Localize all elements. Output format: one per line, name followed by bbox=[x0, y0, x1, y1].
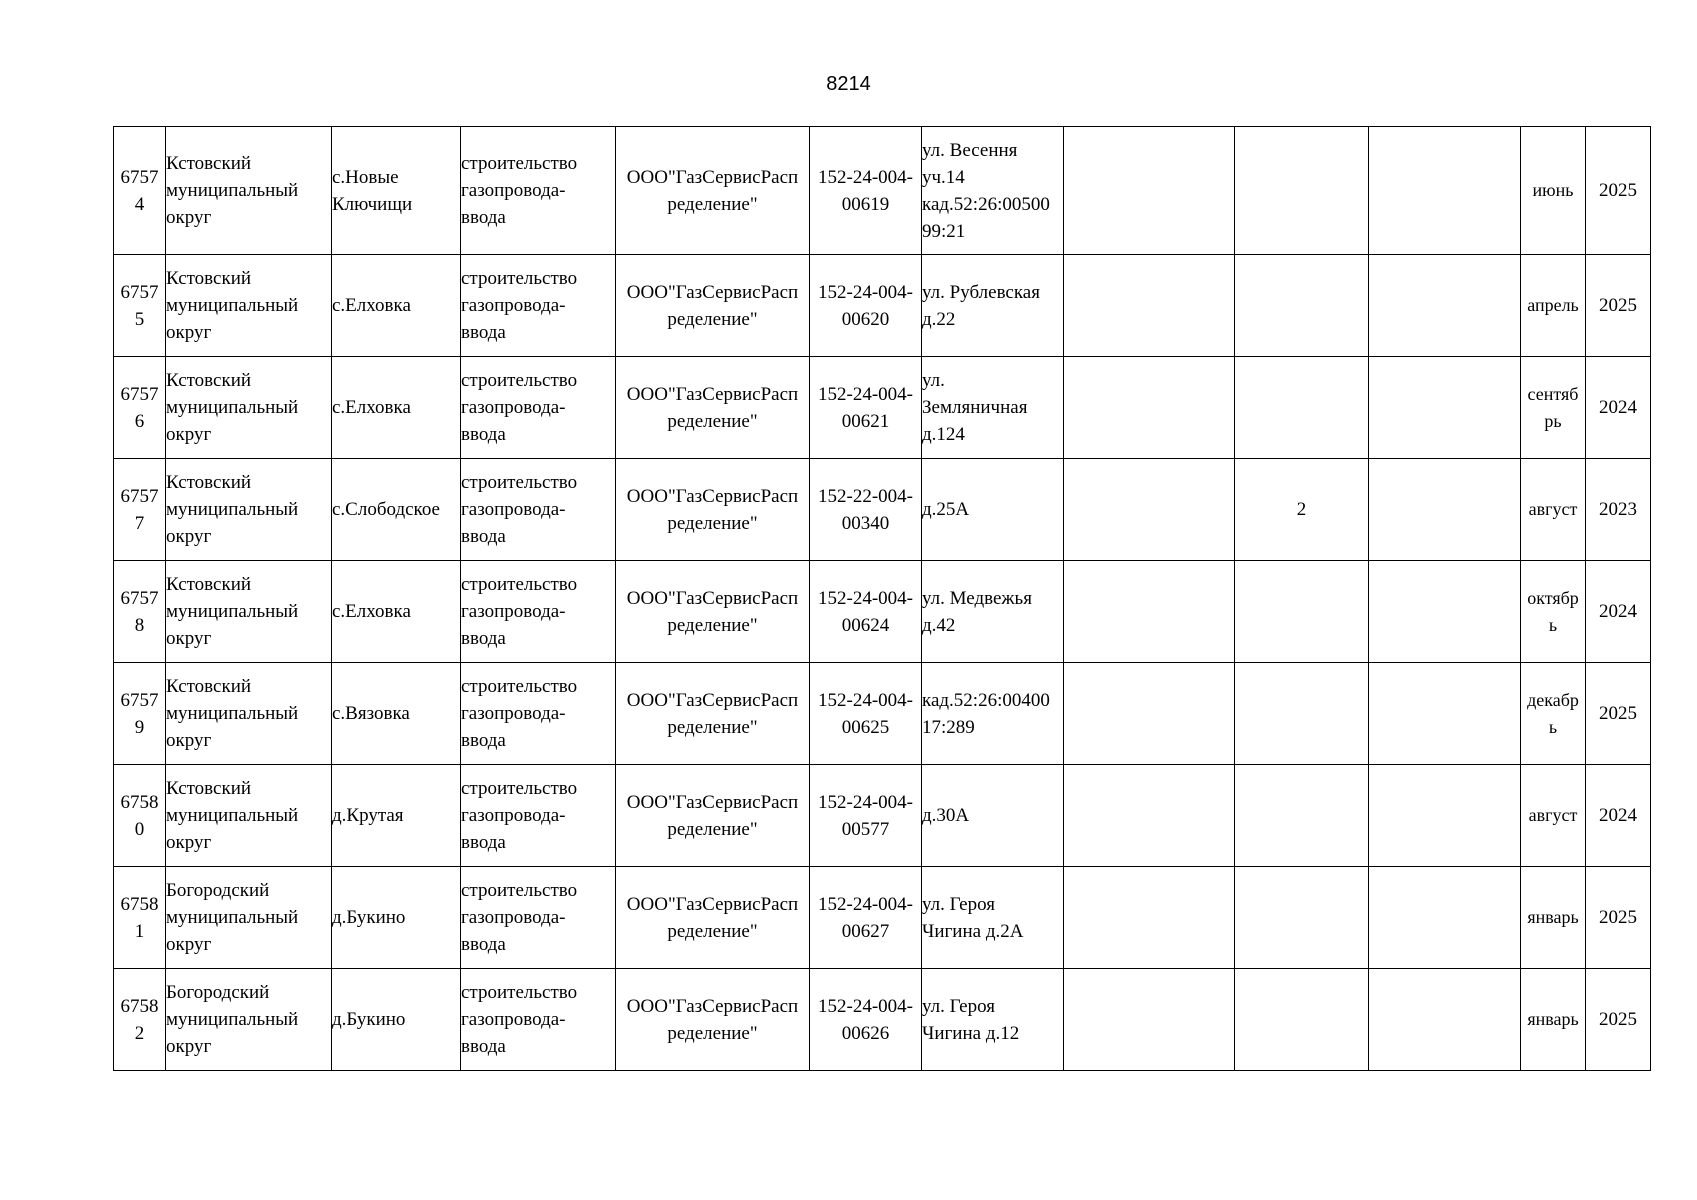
quantity-cell bbox=[1235, 357, 1369, 459]
settlement-text: с.Слободское bbox=[332, 499, 440, 520]
month-text: сентяб рь bbox=[1527, 383, 1579, 431]
empty-cell bbox=[1369, 867, 1521, 969]
application-code-text: 152-24-004- 00577 bbox=[818, 791, 913, 840]
company-cell bbox=[616, 357, 810, 459]
district-text: Богородский муниципальный округ bbox=[166, 880, 299, 955]
work-type-text: строительство газопровода- ввода bbox=[461, 574, 578, 649]
table-row bbox=[114, 561, 1651, 663]
district-cell bbox=[166, 867, 332, 969]
table-body bbox=[114, 127, 1651, 1071]
application-code-cell bbox=[810, 867, 922, 969]
address-text: ул. Героя Чигина д.12 bbox=[922, 995, 1020, 1044]
address-cell bbox=[922, 255, 1064, 357]
settlement-text: с.Вязовка bbox=[332, 703, 410, 724]
district-cell bbox=[166, 663, 332, 765]
address-text: д.25А bbox=[922, 499, 970, 520]
settlement-text: с.Елховка bbox=[332, 601, 411, 622]
month-text: июнь bbox=[1532, 180, 1574, 200]
settlement-text: с.Елховка bbox=[332, 295, 411, 316]
work-type-cell bbox=[461, 867, 616, 969]
month-text: август bbox=[1528, 499, 1578, 519]
year-cell bbox=[1586, 765, 1651, 867]
settlement-text: с.Новые Ключищи bbox=[332, 166, 413, 215]
year-text: 2025 bbox=[1599, 907, 1637, 928]
empty-cell bbox=[1064, 969, 1235, 1071]
month-cell bbox=[1521, 459, 1586, 561]
quantity-cell bbox=[1235, 127, 1369, 255]
work-type-cell bbox=[461, 459, 616, 561]
empty-cell bbox=[1064, 765, 1235, 867]
quantity-cell bbox=[1235, 663, 1369, 765]
row-number-text: 6757 9 bbox=[120, 689, 159, 738]
empty-cell bbox=[1064, 561, 1235, 663]
month-text: декабр ь bbox=[1527, 689, 1579, 737]
settlement-text: д.Крутая bbox=[332, 805, 404, 826]
work-type-text: строительство газопровода- ввода bbox=[461, 472, 578, 547]
row-number-cell bbox=[114, 127, 166, 255]
company-text: ООО"ГазСервисРасп ределение" bbox=[626, 995, 799, 1044]
month-text: апрель bbox=[1527, 295, 1579, 315]
year-text: 2025 bbox=[1599, 703, 1637, 724]
row-number-cell bbox=[114, 765, 166, 867]
year-text: 2023 bbox=[1599, 499, 1637, 520]
row-number-text: 6757 5 bbox=[120, 281, 159, 330]
district-text: Богородский муниципальный округ bbox=[166, 982, 299, 1057]
company-cell bbox=[616, 255, 810, 357]
district-text: Кстовский муниципальный округ bbox=[166, 153, 299, 228]
company-text: ООО"ГазСервисРасп ределение" bbox=[626, 587, 799, 636]
work-type-text: строительство газопровода- ввода bbox=[461, 268, 578, 343]
month-cell bbox=[1521, 765, 1586, 867]
application-code-cell bbox=[810, 127, 922, 255]
table-row bbox=[114, 867, 1651, 969]
month-cell bbox=[1521, 357, 1586, 459]
year-cell bbox=[1586, 459, 1651, 561]
company-cell bbox=[616, 127, 810, 255]
row-number-cell bbox=[114, 459, 166, 561]
empty-cell bbox=[1064, 459, 1235, 561]
month-text: январь bbox=[1527, 907, 1579, 927]
quantity-cell bbox=[1235, 459, 1369, 561]
company-text: ООО"ГазСервисРасп ределение" bbox=[626, 485, 799, 534]
address-text: д.30А bbox=[922, 805, 970, 826]
application-code-cell bbox=[810, 459, 922, 561]
application-code-cell bbox=[810, 765, 922, 867]
company-text: ООО"ГазСервисРасп ределение" bbox=[626, 791, 799, 840]
year-text: 2025 bbox=[1599, 295, 1637, 316]
row-number-text: 6757 7 bbox=[120, 485, 159, 534]
year-cell bbox=[1586, 561, 1651, 663]
application-code-cell bbox=[810, 663, 922, 765]
row-number-text: 6758 0 bbox=[120, 791, 159, 840]
application-code-cell bbox=[810, 357, 922, 459]
district-text: Кстовский муниципальный округ bbox=[166, 574, 299, 649]
district-cell bbox=[166, 459, 332, 561]
work-type-text: строительство газопровода- ввода bbox=[461, 153, 578, 228]
district-text: Кстовский муниципальный округ bbox=[166, 370, 299, 445]
row-number-cell bbox=[114, 561, 166, 663]
year-cell bbox=[1586, 663, 1651, 765]
company-cell bbox=[616, 969, 810, 1071]
month-text: январь bbox=[1527, 1009, 1579, 1029]
company-cell bbox=[616, 459, 810, 561]
table-row bbox=[114, 255, 1651, 357]
company-text: ООО"ГазСервисРасп ределение" bbox=[626, 893, 799, 942]
district-text: Кстовский муниципальный округ bbox=[166, 268, 299, 343]
month-cell bbox=[1521, 969, 1586, 1071]
application-code-text: 152-24-004- 00626 bbox=[818, 995, 913, 1044]
month-text: октябр ь bbox=[1527, 587, 1579, 635]
empty-cell bbox=[1064, 867, 1235, 969]
table-row bbox=[114, 969, 1651, 1071]
application-code-cell bbox=[810, 255, 922, 357]
month-cell bbox=[1521, 255, 1586, 357]
year-cell bbox=[1586, 127, 1651, 255]
work-type-cell bbox=[461, 357, 616, 459]
district-cell bbox=[166, 765, 332, 867]
empty-cell bbox=[1369, 969, 1521, 1071]
settlement-text: д.Букино bbox=[332, 907, 406, 928]
application-code-text: 152-24-004- 00621 bbox=[818, 383, 913, 432]
year-text: 2025 bbox=[1599, 180, 1637, 201]
district-cell bbox=[166, 561, 332, 663]
row-number-text: 6758 2 bbox=[120, 995, 159, 1044]
work-type-cell bbox=[461, 663, 616, 765]
year-text: 2025 bbox=[1599, 1009, 1637, 1030]
year-cell bbox=[1586, 255, 1651, 357]
table-row bbox=[114, 357, 1651, 459]
row-number-text: 6757 6 bbox=[120, 383, 159, 432]
month-cell bbox=[1521, 127, 1586, 255]
application-code-text: 152-24-004- 00627 bbox=[818, 893, 913, 942]
month-cell bbox=[1521, 561, 1586, 663]
work-type-cell bbox=[461, 127, 616, 255]
quantity-cell bbox=[1235, 255, 1369, 357]
district-text: Кстовский муниципальный округ bbox=[166, 472, 299, 547]
work-type-text: строительство газопровода- ввода bbox=[461, 370, 578, 445]
address-cell bbox=[922, 867, 1064, 969]
company-text: ООО"ГазСервисРасп ределение" bbox=[626, 689, 799, 738]
application-code-text: 152-22-004- 00340 bbox=[818, 485, 913, 534]
row-number-text: 6757 4 bbox=[120, 166, 159, 215]
address-text: кад.52:26:00400 17:289 bbox=[922, 689, 1050, 738]
row-number-cell bbox=[114, 663, 166, 765]
empty-cell bbox=[1064, 255, 1235, 357]
empty-cell bbox=[1369, 561, 1521, 663]
table-row bbox=[114, 127, 1651, 255]
district-cell bbox=[166, 969, 332, 1071]
company-cell bbox=[616, 765, 810, 867]
work-type-text: строительство газопровода- ввода bbox=[461, 676, 578, 751]
quantity-cell bbox=[1235, 969, 1369, 1071]
empty-cell bbox=[1369, 459, 1521, 561]
row-number-cell bbox=[114, 867, 166, 969]
empty-cell bbox=[1369, 127, 1521, 255]
district-text: Кстовский муниципальный округ bbox=[166, 676, 299, 751]
company-text: ООО"ГазСервисРасп ределение" bbox=[626, 281, 799, 330]
company-cell bbox=[616, 561, 810, 663]
month-text: август bbox=[1528, 805, 1578, 825]
settlement-cell bbox=[332, 663, 461, 765]
quantity-cell bbox=[1235, 765, 1369, 867]
company-text: ООО"ГазСервисРасп ределение" bbox=[626, 166, 799, 215]
application-code-cell bbox=[810, 969, 922, 1071]
table-row bbox=[114, 459, 1651, 561]
work-type-text: строительство газопровода- ввода bbox=[461, 880, 578, 955]
month-cell bbox=[1521, 867, 1586, 969]
district-cell bbox=[166, 127, 332, 255]
work-type-text: строительство газопровода- ввода bbox=[461, 982, 578, 1057]
empty-cell bbox=[1064, 127, 1235, 255]
year-cell bbox=[1586, 867, 1651, 969]
district-text: Кстовский муниципальный округ bbox=[166, 778, 299, 853]
quantity-text: 2 bbox=[1296, 499, 1307, 520]
address-text: ул. Героя Чигина д.2А bbox=[922, 893, 1024, 942]
address-cell bbox=[922, 459, 1064, 561]
application-code-cell bbox=[810, 561, 922, 663]
empty-cell bbox=[1369, 765, 1521, 867]
settlement-text: д.Букино bbox=[332, 1009, 406, 1030]
table-row bbox=[114, 765, 1651, 867]
district-cell bbox=[166, 255, 332, 357]
row-number-text: 6758 1 bbox=[120, 893, 159, 942]
year-text: 2024 bbox=[1599, 397, 1637, 418]
address-cell bbox=[922, 663, 1064, 765]
work-type-cell bbox=[461, 969, 616, 1071]
row-number-cell bbox=[114, 969, 166, 1071]
application-code-text: 152-24-004- 00624 bbox=[818, 587, 913, 636]
district-cell bbox=[166, 357, 332, 459]
settlement-cell bbox=[332, 867, 461, 969]
row-number-cell bbox=[114, 255, 166, 357]
settlement-cell bbox=[332, 357, 461, 459]
work-type-cell bbox=[461, 561, 616, 663]
year-text: 2024 bbox=[1599, 601, 1637, 622]
settlement-cell bbox=[332, 255, 461, 357]
work-type-cell bbox=[461, 255, 616, 357]
address-text: ул. Медвежья д.42 bbox=[922, 587, 1032, 636]
address-text: ул. Земляничная д.124 bbox=[922, 370, 1028, 445]
address-text: ул. Рублевская д.22 bbox=[922, 281, 1040, 330]
register-table bbox=[113, 126, 1651, 1071]
year-text: 2024 bbox=[1599, 805, 1637, 826]
address-cell bbox=[922, 969, 1064, 1071]
empty-cell bbox=[1064, 357, 1235, 459]
quantity-cell bbox=[1235, 561, 1369, 663]
page-number: 8214 bbox=[826, 73, 871, 95]
month-cell bbox=[1521, 663, 1586, 765]
company-cell bbox=[616, 663, 810, 765]
quantity-cell bbox=[1235, 867, 1369, 969]
empty-cell bbox=[1369, 357, 1521, 459]
address-cell bbox=[922, 127, 1064, 255]
settlement-cell bbox=[332, 969, 461, 1071]
empty-cell bbox=[1064, 663, 1235, 765]
year-cell bbox=[1586, 969, 1651, 1071]
application-code-text: 152-24-004- 00620 bbox=[818, 281, 913, 330]
row-number-text: 6757 8 bbox=[120, 587, 159, 636]
settlement-cell bbox=[332, 561, 461, 663]
address-cell bbox=[922, 765, 1064, 867]
settlement-text: с.Елховка bbox=[332, 397, 411, 418]
application-code-text: 152-24-004- 00619 bbox=[818, 166, 913, 215]
work-type-cell bbox=[461, 765, 616, 867]
address-text: ул. Весення уч.14 кад.52:26:00500 99:21 bbox=[922, 139, 1050, 242]
company-text: ООО"ГазСервисРасп ределение" bbox=[626, 383, 799, 432]
row-number-cell bbox=[114, 357, 166, 459]
table-row bbox=[114, 663, 1651, 765]
application-code-text: 152-24-004- 00625 bbox=[818, 689, 913, 738]
settlement-cell bbox=[332, 765, 461, 867]
settlement-cell bbox=[332, 459, 461, 561]
address-cell bbox=[922, 357, 1064, 459]
empty-cell bbox=[1369, 255, 1521, 357]
year-cell bbox=[1586, 357, 1651, 459]
work-type-text: строительство газопровода- ввода bbox=[461, 778, 578, 853]
settlement-cell bbox=[332, 127, 461, 255]
empty-cell bbox=[1369, 663, 1521, 765]
company-cell bbox=[616, 867, 810, 969]
address-cell bbox=[922, 561, 1064, 663]
